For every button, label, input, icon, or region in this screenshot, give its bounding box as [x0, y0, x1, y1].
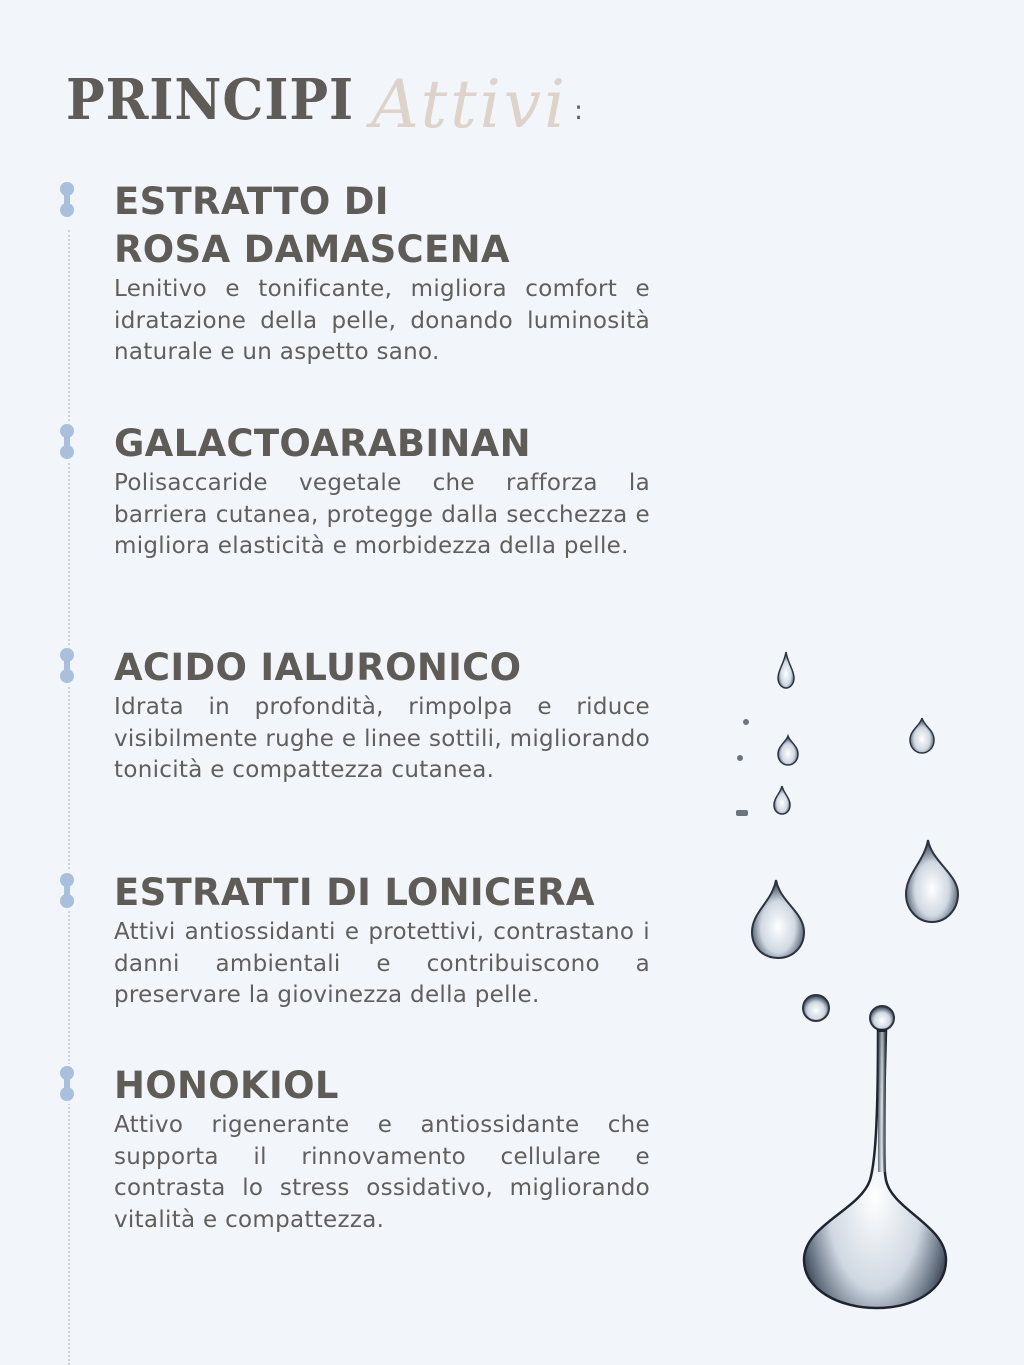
ingredient-description: Lenitivo e tonificante, migliora comfort e idratazione della pelle, donando luminosità naturale e un aspetto sano. — [114, 276, 650, 365]
round-drop-icon — [870, 1006, 894, 1030]
small-drop-icon — [778, 736, 798, 765]
water-drops-illustration — [720, 640, 980, 1340]
large-drop-icon — [804, 1030, 946, 1308]
ingredient-heading: ESTRATTO DI ROSA DAMASCENA — [114, 180, 510, 271]
tiny-droplet-icon — [737, 755, 743, 761]
tiny-droplet-icon — [736, 810, 748, 816]
round-drop-icon — [803, 995, 829, 1021]
title-script: Attivi — [371, 66, 569, 143]
page-title — [66, 62, 583, 143]
timeline-dotted-line — [68, 230, 70, 1365]
title-main: PRINCIPI — [66, 67, 355, 133]
bullet-marker-icon — [58, 1064, 76, 1104]
small-drop-icon — [774, 786, 790, 814]
ingredient-description: Attivo rigenerante e antiossidante che supporta il rinnovamento cellulare e contrasta lo stress ossidativo, migliorando vitalità e compattezza. — [114, 1112, 650, 1233]
ingredient-description: Polisaccaride vegetale che rafforza la barriera cutanea, protegge dalla secchezza e migliora elasticità e morbidezza della pelle. — [114, 470, 650, 559]
medium-drop-icon — [752, 880, 804, 958]
ingredient-item-honokiol — [114, 1062, 650, 1236]
ingredient-heading: HONOKIOL — [114, 1064, 339, 1107]
small-drop-icon — [778, 652, 794, 688]
bullet-marker-icon — [58, 180, 76, 220]
ingredient-description: Attivi antiossidanti e protettivi, contrastano i danni ambientali e contribuiscono a preservare la giovinezza della pelle. — [114, 919, 650, 1008]
ingredient-item-rosa-damascena — [114, 178, 650, 369]
bullet-marker-icon — [58, 646, 76, 686]
ingredient-item-acido-ialuronico — [114, 644, 650, 787]
title-colon: : — [574, 96, 583, 126]
small-drop-icon — [910, 718, 934, 753]
ingredient-heading: ACIDO IALURONICO — [114, 646, 522, 689]
ingredient-item-galactoarabinan — [114, 420, 650, 563]
ingredient-heading: GALACTOARABINAN — [114, 422, 531, 465]
ingredient-heading: ESTRATTI DI LONICERA — [114, 871, 595, 914]
tiny-droplet-icon — [743, 719, 749, 725]
ingredient-description: Idrata in profondità, rimpolpa e riduce visibilmente rughe e linee sottili, migliorando tonicità e compattezza cutanea. — [114, 694, 650, 783]
medium-drop-icon — [906, 840, 958, 922]
bullet-marker-icon — [58, 871, 76, 911]
ingredient-item-lonicera — [114, 869, 650, 1012]
bullet-marker-icon — [58, 422, 76, 462]
